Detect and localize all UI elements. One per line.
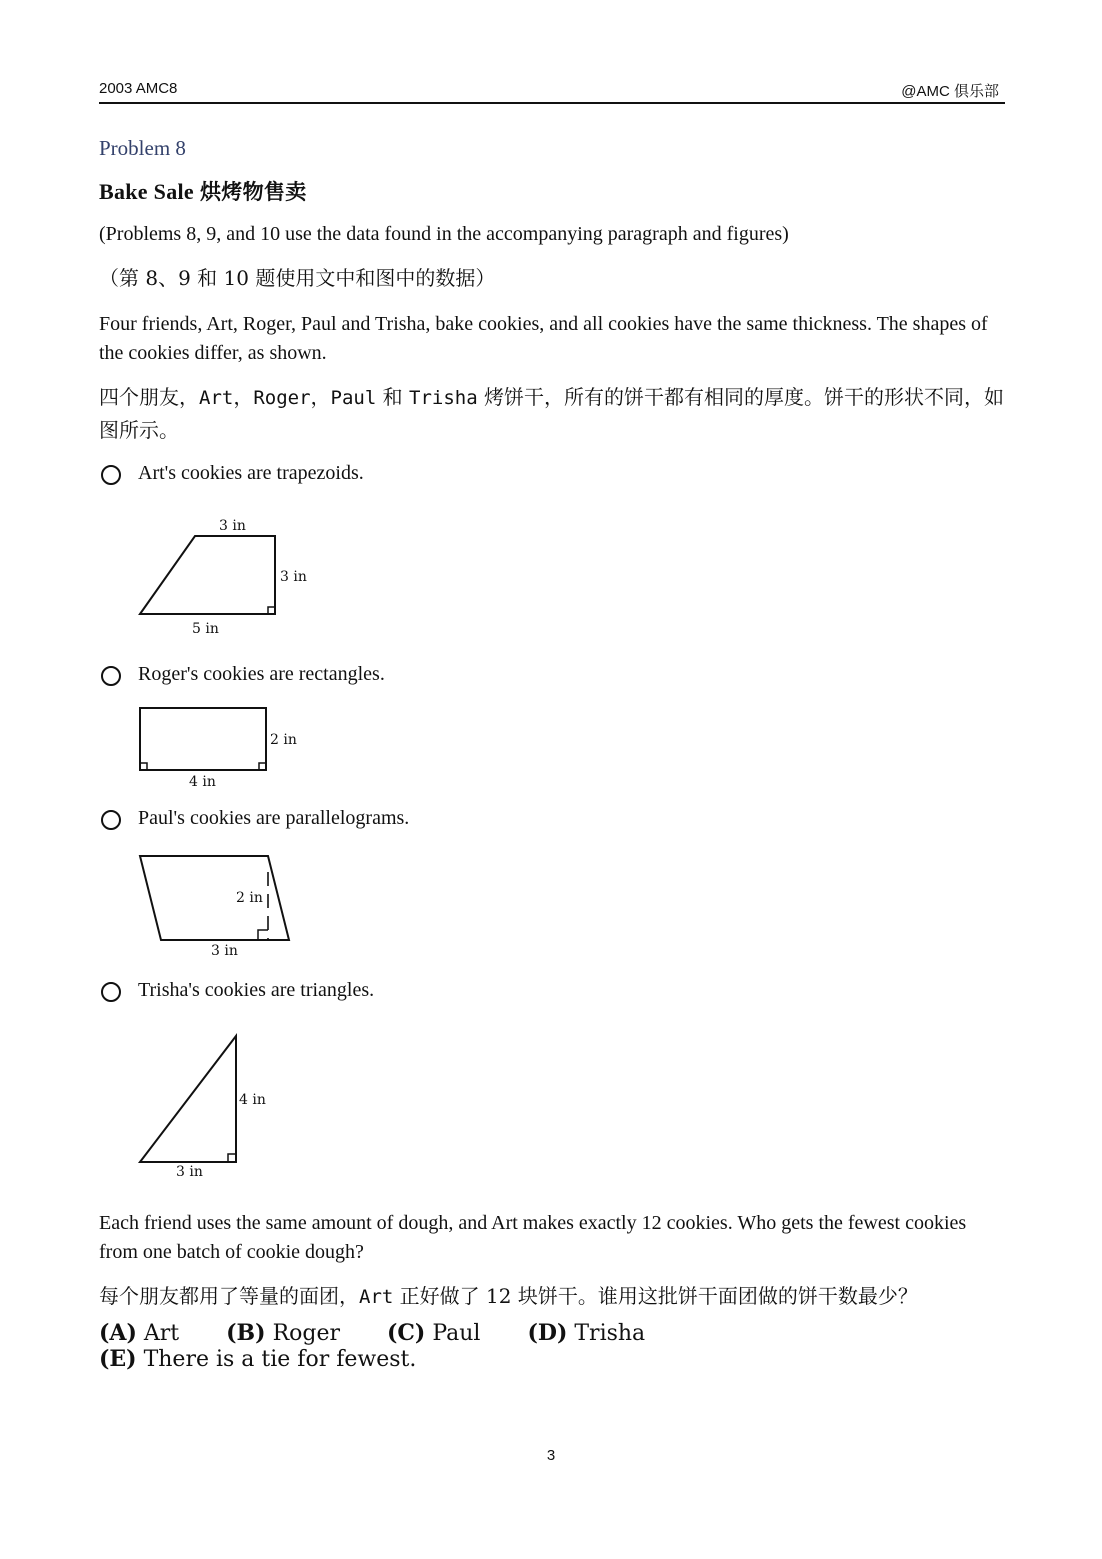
choice-letter: (B) (226, 1320, 266, 1346)
trapezoid-bottom-label: 5 in (192, 621, 219, 637)
choice-c[interactable] (387, 1320, 480, 1346)
right-angle-mark (228, 1154, 236, 1162)
page-number: 3 (546, 1447, 556, 1464)
rectangle-shape (140, 708, 266, 770)
item-paul: Paul's cookies are parallelograms. (138, 807, 410, 829)
choice-a[interactable] (99, 1320, 179, 1346)
header-right: @AMC 俱乐部 (901, 83, 999, 100)
intro-cn-paul: Paul (330, 387, 377, 409)
choice-b[interactable] (226, 1320, 340, 1346)
choice-text: Trisha (574, 1321, 646, 1346)
problem-title: Problem 8 (99, 136, 186, 160)
choice-text: Roger (272, 1321, 340, 1346)
answer-choices (99, 1320, 1005, 1372)
note-cn: （第 8、9 和 10 题使用文中和图中的数据） (99, 266, 496, 290)
parallelogram-bottom-label: 3 in (211, 943, 238, 959)
rectangle-right-label: 2 in (270, 732, 297, 748)
trapezoid-shape (140, 536, 275, 614)
intro-cn-part: ， (233, 385, 254, 409)
trapezoid-top-label: 3 in (219, 518, 246, 534)
question-cn-part: 每个朋友都用了等量的面团， (99, 1284, 359, 1308)
question-cn-part: 正好做了 12 块饼干。谁用这批饼干面团做的饼干数最少？ (393, 1284, 918, 1308)
parallelogram-shape (140, 856, 289, 940)
intro-cn-part: 烤饼干，所有的饼干都有相同的厚度。饼干的形状不同，如图所示。 (99, 385, 1005, 442)
subtitle-en: Bake Sale (99, 179, 194, 204)
intro-cn-art: Art (199, 387, 234, 409)
question-cn (99, 1280, 1005, 1313)
choice-text: Art (143, 1321, 180, 1346)
triangle-bottom-label: 3 in (176, 1164, 203, 1180)
choice-letter: (A) (99, 1320, 137, 1346)
choice-letter: (E) (99, 1346, 137, 1372)
rectangle-bottom-label: 4 in (189, 774, 216, 790)
right-angle-mark (268, 607, 275, 614)
right-angle-mark (140, 763, 147, 770)
subtitle-cn: 烘烤物售卖 (200, 180, 307, 204)
choice-letter: (C) (387, 1320, 426, 1346)
parallelogram-height-label: 2 in (236, 890, 263, 906)
intro-cn-part: ， (310, 385, 331, 409)
choice-text: Paul (432, 1321, 481, 1346)
choice-d[interactable] (527, 1320, 645, 1346)
header-left: 2003 AMC8 (99, 80, 178, 97)
triangle-shape (140, 1036, 236, 1162)
question-cn-art: Art (359, 1286, 394, 1308)
right-angle-mark (259, 763, 266, 770)
item-art: Art's cookies are trapezoids. (138, 462, 364, 484)
intro-cn-roger: Roger (253, 387, 311, 409)
intro-cn-trisha: Trisha (409, 387, 478, 409)
choice-e[interactable] (99, 1346, 416, 1372)
intro-cn-part: 四个朋友， (99, 385, 199, 409)
item-roger: Roger's cookies are rectangles. (138, 663, 385, 685)
trapezoid-right-label: 3 in (280, 569, 307, 585)
item-trisha: Trisha's cookies are triangles. (138, 979, 375, 1001)
intro-cn-part: 和 (376, 385, 410, 409)
choice-text: There is a tie for fewest. (143, 1347, 417, 1372)
question-en: Each friend uses the same amount of dough, and Art makes exactly 12 cookies. Who gets the fewest cookies from one batch of cookie dough? (99, 1212, 967, 1263)
intro-en: Four friends, Art, Roger, Paul and Trisha, bake cookies, and all cookies have the same thickness. The shapes of the cookies differ, as shown. (99, 313, 988, 364)
choice-letter: (D) (527, 1320, 568, 1346)
right-angle-mark (258, 930, 268, 940)
note-en: (Problems 8, 9, and 10 use the data found in the accompanying paragraph and figures) (99, 223, 789, 245)
triangle-height-label: 4 in (239, 1092, 266, 1108)
